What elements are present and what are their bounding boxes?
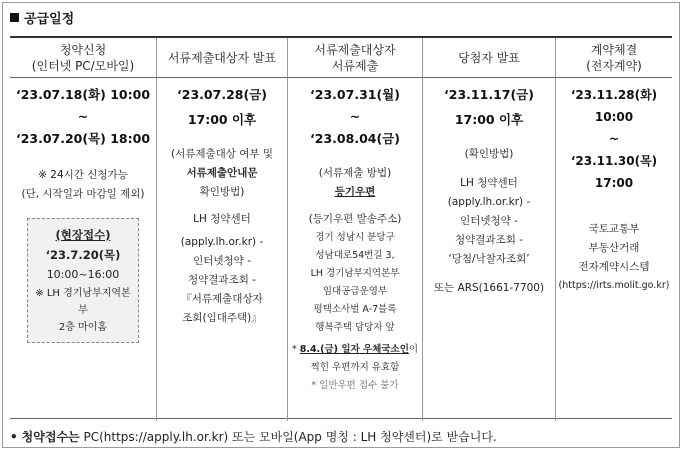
square-bullet-icon (10, 13, 19, 22)
info-line: 국토교통부 (588, 223, 640, 235)
info-line: 청약결과조회 - (188, 274, 256, 286)
header-text: (인터넷 PC/모바일) (31, 58, 135, 73)
note: (단, 시작일과 마감일 제외) (21, 188, 145, 200)
header-document-submission (287, 38, 422, 78)
footer-bold: 청약접수는 (21, 430, 80, 444)
info-line: 전자계약시스템 (578, 261, 650, 273)
onsite-date: ‘23.7.20(목) (45, 248, 121, 262)
time: 17:00 이후 (187, 112, 257, 127)
date-end: ‘23.07.20(목) 18:00 (15, 131, 151, 146)
cell-contract (555, 78, 672, 421)
header-winner-announce (422, 38, 555, 78)
info-line: (서류제출대상 여부 및 (170, 148, 274, 160)
date-end: ‘23.11.30(목) 17:00 (570, 154, 658, 190)
contract-url: (https://irts.molit.go.kr) (558, 280, 670, 291)
address-line: 평택소사벌 A-7블록 (313, 304, 397, 315)
star: * (291, 344, 300, 355)
info-line: 서류제출안내문 (186, 167, 258, 179)
info-line: 인터넷청약 - (193, 255, 251, 267)
date-start: ‘23.07.31(월) (310, 87, 400, 102)
info-line: LH 청약센터 (193, 213, 251, 225)
info-line: 부동산거래 (588, 242, 640, 254)
info-line: 『서류제출대상자 (181, 293, 263, 305)
header-contract (555, 38, 672, 78)
onsite-title: (현장접수) (55, 228, 111, 242)
header-document-announce (156, 38, 287, 78)
info-line: (apply.lh.or.kr) - (180, 236, 264, 248)
address-line: LH 경기남부지역본부 (310, 268, 400, 279)
bullet-icon: • (10, 430, 18, 444)
info-line: ‘당첨/낙찰자조회’ (448, 253, 530, 265)
header-text: (전자계약) (586, 58, 642, 73)
date-end: ‘23.08.04(금) (310, 131, 400, 146)
header-text: 청약신청 (59, 42, 107, 57)
footer-text: PC(https://apply.lh.or.kr) 또는 모바일(App 명칭 : LH 청약센터)로 받습니다. (79, 430, 497, 444)
date-start: ‘23.07.18(화) 10:00 (15, 87, 151, 102)
info-line: * 일반우편 접수 불가 (311, 380, 399, 391)
address-line: 성남대로54번길 3, (315, 250, 395, 261)
date: ‘23.11.17(금) (444, 87, 534, 102)
header-text: 서류제출 (331, 58, 379, 73)
info-line: 찍힌 우편까지 유효함 (310, 362, 400, 373)
info-line: 인터넷청약 - (460, 215, 518, 227)
address-line: 경기 성남시 분당구 (315, 232, 395, 243)
info-line: 확인방법) (199, 186, 245, 198)
ars-line: 또는 ARS(1661-7700) (433, 282, 545, 294)
onsite-time: 10:00~16:00 (46, 268, 120, 281)
postmark-note (292, 341, 418, 359)
section-title: 공급일정 (24, 12, 75, 27)
info-line: 청약결과조회 - (455, 234, 523, 246)
info-line: 조회(임대주택)』 (182, 312, 262, 324)
header-application (10, 38, 156, 78)
note-rest: 이 (408, 344, 419, 355)
tilde: ~ (608, 131, 620, 146)
info-line: LH 청약센터 (460, 177, 518, 189)
section-heading (10, 8, 74, 27)
header-text: 당첨자 발표 (458, 50, 520, 65)
note: ※ 24시간 신청가능 (38, 169, 128, 181)
header-text: 서류제출대상자 (314, 42, 396, 57)
cell-document-submission (287, 78, 422, 421)
info-line: (apply.lh.or.kr) - (447, 196, 531, 208)
date: ‘23.07.28(금) (177, 87, 267, 102)
onsite-box (27, 218, 139, 343)
tilde: ~ (77, 109, 89, 124)
header-text: 서류제출대상자 발표 (167, 50, 277, 65)
info-line: (확인방법) (464, 148, 514, 160)
onsite-place: 2층 마이홈 (58, 322, 108, 333)
header-text: 계약체결 (590, 42, 638, 57)
footer-note (10, 428, 497, 445)
cell-application (10, 78, 156, 421)
schedule-table (10, 36, 672, 419)
tilde: ~ (349, 109, 361, 124)
date-start: ‘23.11.28(화) 10:00 (570, 88, 658, 124)
time: 17:00 이후 (454, 112, 524, 127)
cell-winner-announce (422, 78, 555, 421)
address-line: 행복주택 담당자 앞 (315, 322, 395, 333)
info-line: (서류제출 방법) (318, 167, 392, 179)
note-bold: 8.4.(금) 일자 우체국소인 (299, 344, 409, 355)
submission-method: 등기우편 (334, 186, 376, 198)
onsite-place: ※ LH 경기남부지역본부 (35, 288, 131, 316)
info-line: (등기우편 발송주소) (308, 213, 402, 225)
cell-document-announce (156, 78, 287, 421)
address-line: 임대공급운영부 (322, 286, 388, 297)
